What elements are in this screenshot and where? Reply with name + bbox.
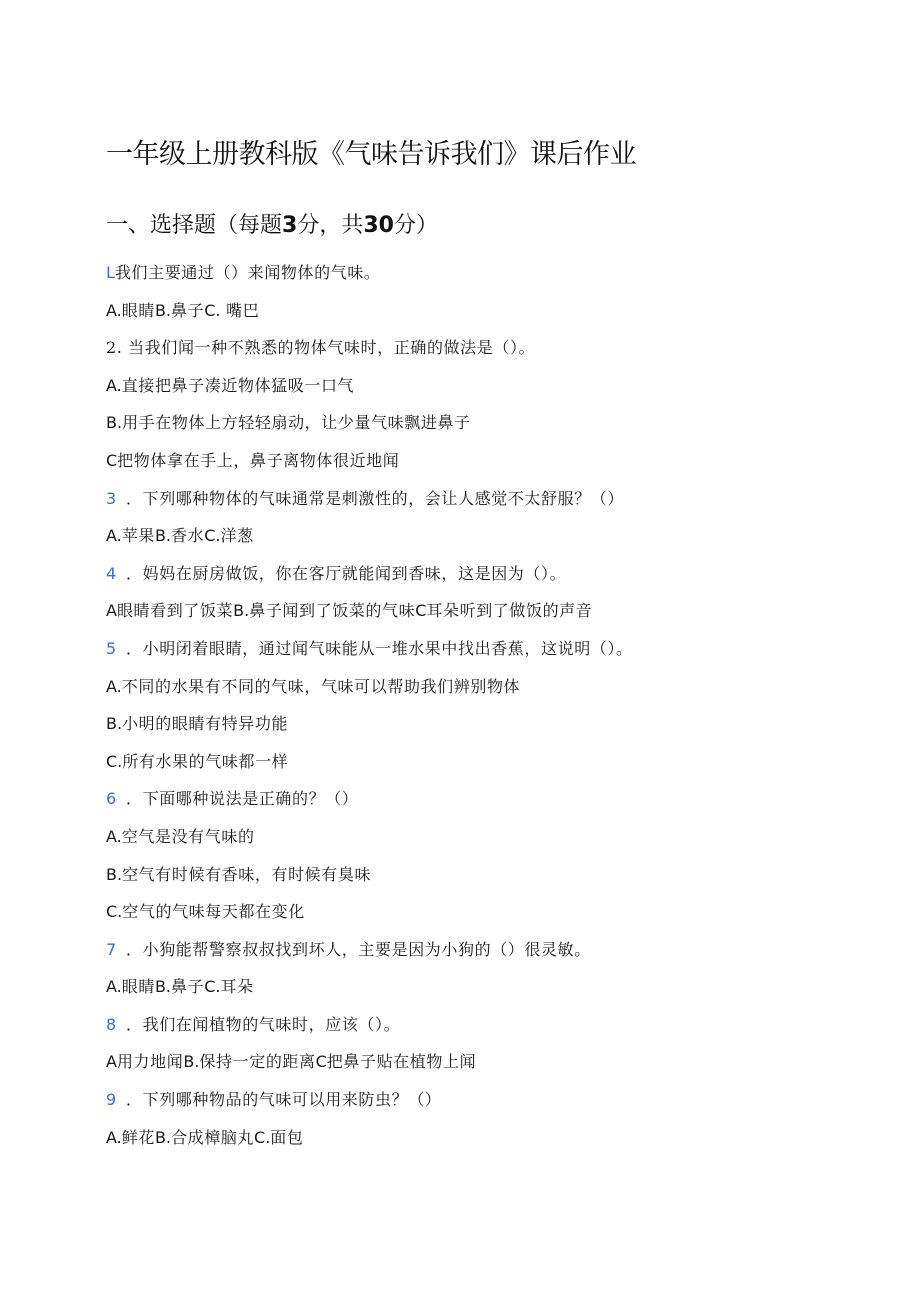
option-letter: B. [154, 977, 172, 997]
option-letter: B. [106, 413, 123, 433]
option-text: 鼻子 [171, 300, 205, 320]
option-letter: B. [106, 714, 123, 734]
option-letter: B. [154, 1127, 172, 1147]
section-points-each: 3 [282, 213, 298, 238]
question-list [106, 259, 806, 1161]
option-text: 空气的气味每天都在变化 [122, 902, 305, 922]
option-line [106, 710, 806, 748]
option-line [106, 1124, 806, 1162]
option-line [106, 297, 806, 335]
option-line [106, 522, 806, 560]
option-text: 鼻子闻到了饭菜的气味 [249, 601, 416, 621]
option-text: 眼睛看到了饭菜 [116, 601, 234, 621]
question-number: L [106, 263, 115, 282]
option-letter: A. [106, 826, 122, 846]
option-text: 空气是没有气味的 [121, 826, 255, 846]
section-title-middle: 分，共 [297, 213, 364, 238]
option-letter: C [315, 1052, 327, 1072]
option-text: 鲜花 [121, 1127, 155, 1147]
option-letter: C [106, 450, 118, 470]
option-letter: A. [106, 526, 122, 546]
option-text: 把鼻子贴在植物上闻 [326, 1052, 477, 1072]
option-letter: B. [183, 1052, 200, 1072]
option-letter: C. [106, 751, 123, 771]
question-text: ．下面哪种说法是正确的？（） [126, 789, 359, 809]
option-text: 空气有时候有香味，有时候有臭味 [122, 864, 372, 884]
option-letter: B. [233, 601, 250, 621]
question-line [106, 1011, 806, 1049]
question-text: ．下列哪种物品的气味可以用来防虫？（） [126, 1090, 442, 1110]
option-letter: A. [106, 676, 122, 696]
question-number: 5 [106, 638, 117, 658]
option-line [106, 973, 806, 1011]
option-line [106, 673, 806, 711]
option-line [106, 861, 806, 899]
question-line [106, 785, 806, 823]
option-line [106, 372, 806, 410]
option-letter: C. [254, 1127, 271, 1147]
option-line [106, 409, 806, 447]
option-letter: A. [106, 375, 122, 395]
option-letter: C [415, 601, 427, 621]
option-text: 合成樟脑丸 [171, 1127, 255, 1147]
option-text: 眼睛 [121, 300, 155, 320]
option-line [106, 447, 806, 485]
option-text: 面包 [270, 1127, 304, 1147]
option-text: 鼻子 [171, 977, 205, 997]
question-line [106, 635, 806, 673]
question-number: 7 [106, 939, 117, 959]
option-line [106, 898, 806, 936]
option-text: 小明的眼睛有特异功能 [122, 714, 289, 734]
option-text: 香水 [171, 526, 205, 546]
option-letter: A. [106, 977, 122, 997]
option-text: 把物体拿在手上，鼻子离物体很近地闻 [117, 450, 400, 470]
option-text: 眼睛 [121, 977, 155, 997]
question-line [106, 485, 806, 523]
option-text: 用力地闻 [116, 1052, 184, 1072]
option-letter: B. [154, 526, 172, 546]
question-text: ．我们在闻植物的气味时，应该（）。 [126, 1014, 401, 1034]
option-letter: A. [106, 300, 122, 320]
question-text: ．小明闭着眼睛，通过闻气味能从一堆水果中找出香蕉，这说明（）。 [126, 638, 633, 658]
option-letter: C. [204, 526, 221, 546]
option-line [106, 823, 806, 861]
option-letter: A [106, 1052, 117, 1072]
section-title-prefix: 一、选择题（每题 [106, 213, 283, 238]
option-letter: B. [154, 300, 172, 320]
document-title: 一年级上册教科版《气味告诉我们》课后作业 [106, 139, 636, 170]
option-letter: C. [204, 977, 221, 997]
question-text: ．小狗能帮警察叔叔找到坏人，主要是因为小狗的（）很灵敏。 [126, 939, 591, 959]
option-text: 所有水果的气味都一样 [122, 751, 289, 771]
section-points-total: 30 [363, 213, 394, 238]
option-line [106, 597, 806, 635]
option-text: 直接把鼻子凑近物体猛吸一口气 [121, 375, 355, 395]
option-text: 保持一定的距离 [199, 1052, 316, 1072]
option-line [106, 1048, 806, 1086]
option-letter: B. [106, 864, 123, 884]
option-text: 耳朵听到了做饭的声音 [426, 601, 593, 621]
option-text: 用手在物体上方轻轻扇动，让少量气味飘进鼻子 [122, 413, 471, 433]
question-line [106, 1086, 806, 1124]
option-text: 耳朵 [220, 977, 254, 997]
section-title [106, 208, 438, 239]
option-letter: C. [204, 300, 221, 320]
question-line [106, 334, 806, 372]
option-letter: A. [106, 1127, 122, 1147]
question-text: ．下列哪种物体的气味通常是刺激性的，会让人感觉不太舒服？（） [126, 488, 625, 508]
question-text: 我们主要通过（）来闻物体的气味。 [114, 263, 381, 282]
question-number: 9 [106, 1090, 117, 1110]
option-letter: A [106, 601, 117, 621]
question-number: 4 [106, 563, 117, 583]
question-line [106, 560, 806, 598]
question-number: 8 [106, 1014, 117, 1034]
option-letter: C. [106, 902, 123, 922]
option-text: 苹果 [121, 526, 155, 546]
section-title-suffix: 分） [393, 213, 438, 238]
question-line [106, 259, 806, 297]
option-text: 不同的水果有不同的气味，气味可以帮助我们辨别物体 [121, 676, 521, 696]
question-text: 2. 当我们闻一种不熟悉的物体气味时，正确的做法是（）。 [106, 338, 536, 358]
question-text: ．妈妈在厨房做饭，你在客厅就能闻到香味，这是因为（）。 [126, 563, 567, 583]
question-number: 6 [106, 789, 117, 809]
question-line [106, 936, 806, 974]
option-text: 嘴巴 [220, 300, 260, 320]
option-text: 洋葱 [220, 526, 254, 546]
option-line [106, 748, 806, 786]
question-number: 3 [106, 488, 117, 508]
